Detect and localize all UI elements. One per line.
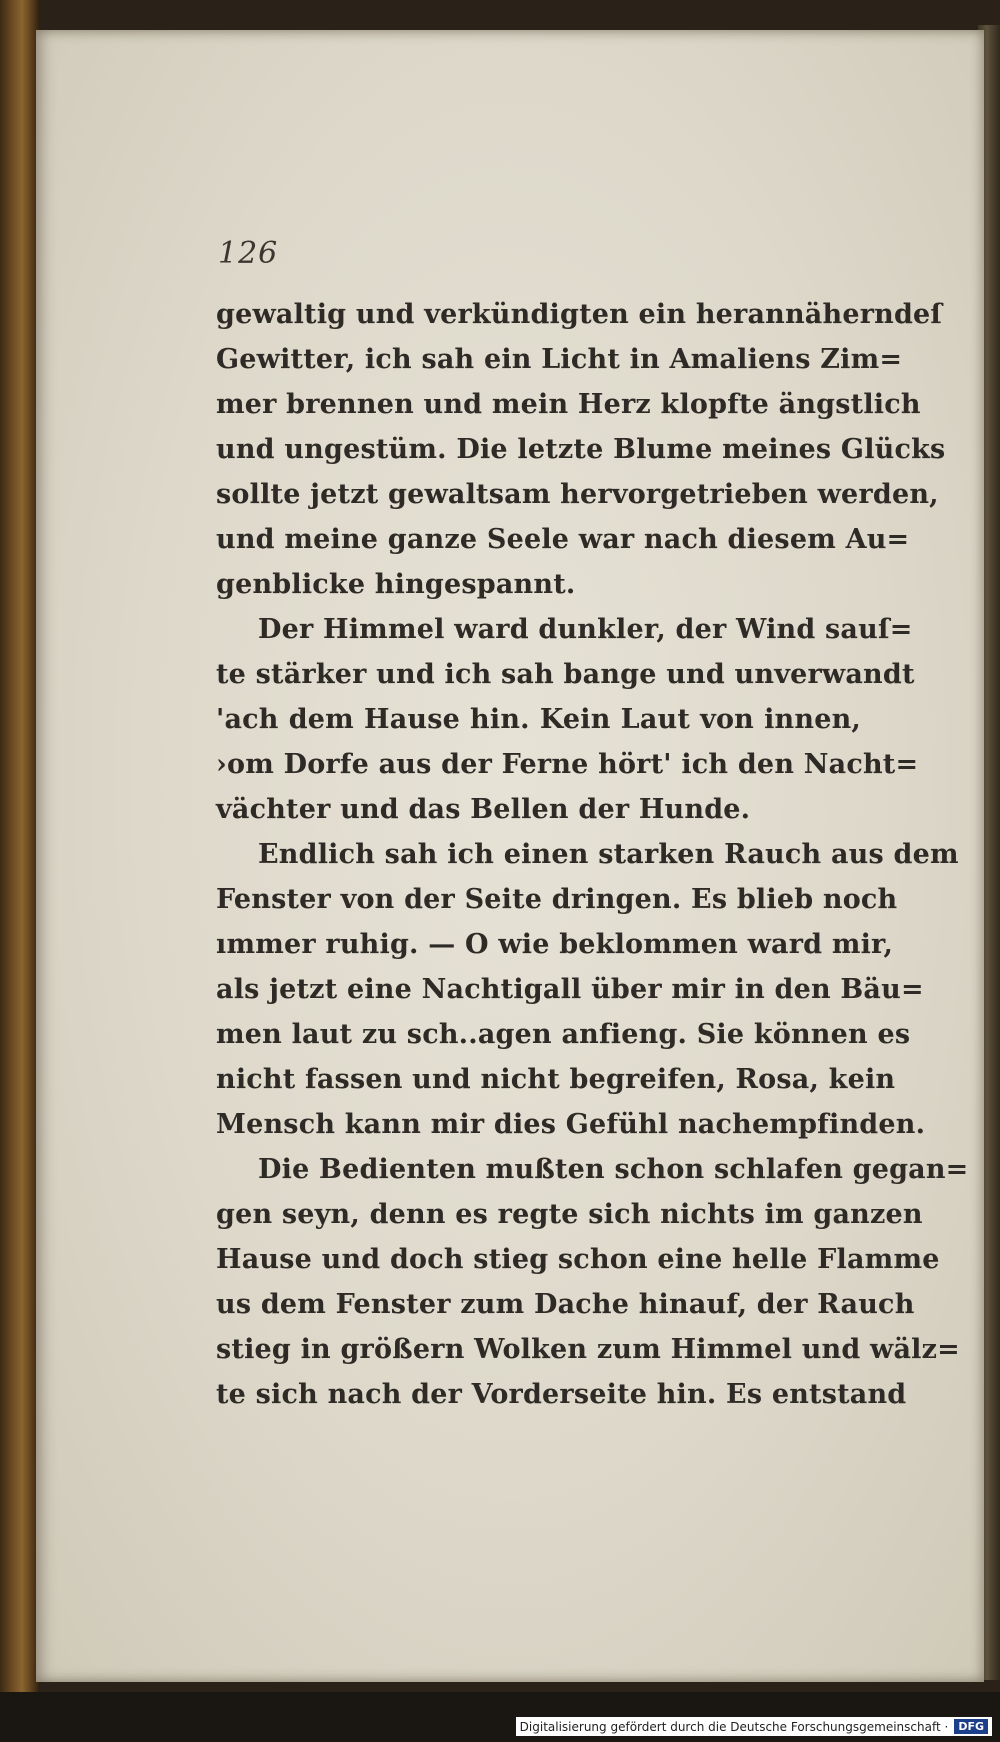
text-line: nicht fassen und nicht begreifen, Rosa, kein [216,1064,896,1095]
text-line: 'ach dem Hause hin. Kein Laut von innen, [216,704,861,735]
text-line: mer brennen und mein Herz klopfte ängstlich [216,389,921,420]
text-line: Die Bedienten mußten schon schlafen gegan= [258,1154,969,1185]
text-line: sollte jetzt gewaltsam hervorgetrieben werden, [216,479,939,510]
text-line: Mensch kann mir dies Gefühl nachempfinden. [216,1109,926,1140]
text-line: te sich nach der Vorderseite hin. Es entstand [216,1379,907,1410]
footer-bar [0,1692,1000,1742]
text-line: genblicke hingespannt. [216,569,576,600]
body-text [216,292,969,1417]
text-line: vächter und das Bellen der Hunde. [216,794,751,825]
text-line: Gewitter, ich sah ein Licht in Amaliens Zim= [216,344,903,375]
text-line: gen seyn, denn es regte sich nichts im ganzen [216,1199,923,1230]
text-line: stieg in größern Wolken zum Himmel und wälz= [216,1334,960,1365]
text-line: und ungestüm. Die letzte Blume meines Glücks [216,434,946,465]
text-line: ›om Dorfe aus der Ferne hört' ich den Nacht= [216,749,919,780]
text-line: Der Himmel ward dunkler, der Wind sauſ= [258,614,913,645]
text-line: und meine ganze Seele war nach diesem Au= [216,524,910,555]
funding-credit [516,1717,992,1736]
text-line: Endlich sah ich einen starken Rauch aus dem [258,839,959,870]
text-line: men laut zu sch..agen anfieng. Sie können es [216,1019,911,1050]
text-line: Hause und doch stieg schon eine helle Flamme [216,1244,940,1275]
dfg-logo: DFG [954,1719,988,1734]
book-spine-edge [0,0,40,1700]
funding-credit-text: Digitalisierung gefördert durch die Deutsche Forschungsgemeinschaft · [519,1719,949,1734]
page-number: 126 [218,236,279,271]
text-line: als jetzt eine Nachtigall über mir in den Bäu= [216,974,924,1005]
book-page [36,30,984,1682]
text-line: te stärker und ich sah bange und unverwandt [216,659,915,690]
text-line: Fenster von der Seite dringen. Es blieb noch [216,884,898,915]
text-line: gewaltig und verkündigten ein herannäherndeſ [216,299,943,330]
text-line: ımmer ruhig. — O wie beklommen ward mir, [216,929,894,960]
text-line: us dem Fenster zum Dache hinauf, der Rauch [216,1289,915,1320]
